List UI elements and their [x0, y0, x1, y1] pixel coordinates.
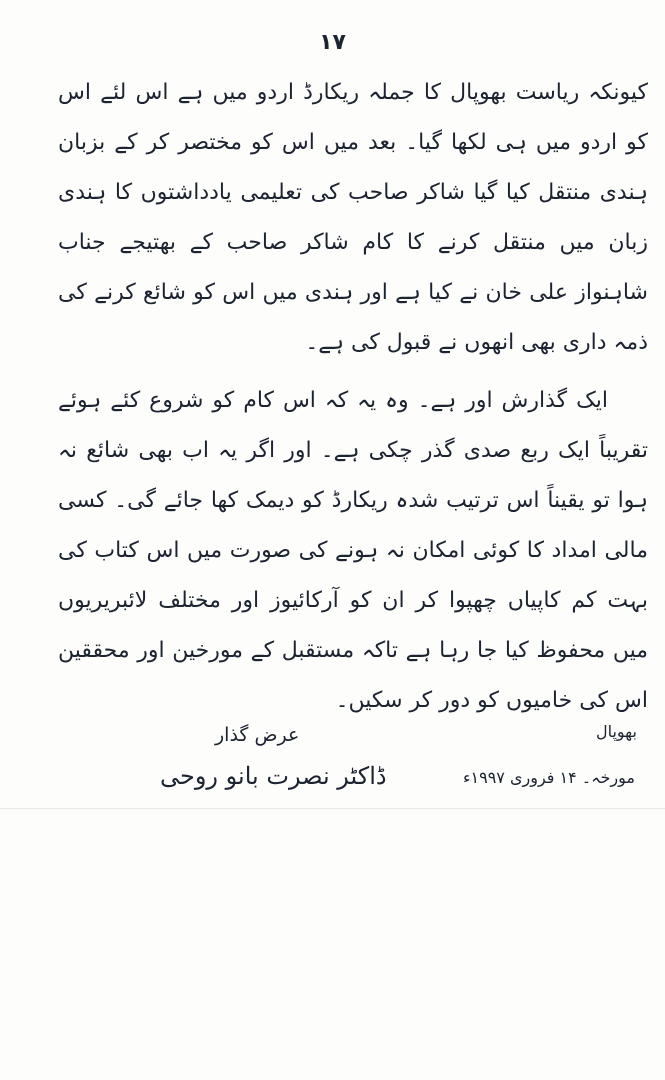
body-text: [58, 68, 648, 726]
author-signature: ڈاکٹر نصرت بانو روحی: [160, 762, 387, 790]
date-line: مورخہ۔ ۱۴ فروری ۱۹۹۷ء: [462, 768, 635, 787]
page-number: ١٧: [319, 30, 346, 55]
page-divider: [0, 808, 665, 809]
closing-phrase: عرض گذار: [215, 724, 300, 746]
paragraph: ایک گذارش اور ہے۔ وہ یہ کہ اس کام کو شروع کئے ہوئے تقریباً ایک ربع صدی گذر چکی ہے۔ اور اگر یہ اب بھی شائع نہ ہوا تو یقیناً اس ترتیب شدہ ریکارڈ کو دیمک کھا جائے گی۔ کسی مالی امداد کا کوئی امکان نہ ہونے کی صورت میں اس کتاب کی بہت کم کاپیاں چھپوا کر ان کو آرکائیوز اور مختلف لائبریریوں میں محفوظ کیا جا رہا ہے تاکہ مستقبل کے مورخین اور محققین اس کی خامیوں کو دور کر سکیں۔: [58, 388, 648, 713]
paragraph: کیونکہ ریاست بھوپال کا جملہ ریکارڈ اردو میں ہے اس لئے اس کو اردو میں ہی لکھا گیا۔ بعد میں اس کو مختصر کر کے بزبان ہندی منتقل کیا گیا شاکر صاحب کی تعلیمی یادداشتوں کا ہندی زبان میں منتقل کرنے کا کام شاکر صاحب کے بھتیجے جناب شاہنواز علی خان نے کیا ہے اور ہندی میں اس کو شائع کرنے کی ذمہ داری بھی انھوں نے قبول کی ہے۔: [58, 80, 648, 355]
place-name: بھوپال: [595, 722, 637, 741]
footer: [0, 712, 665, 802]
